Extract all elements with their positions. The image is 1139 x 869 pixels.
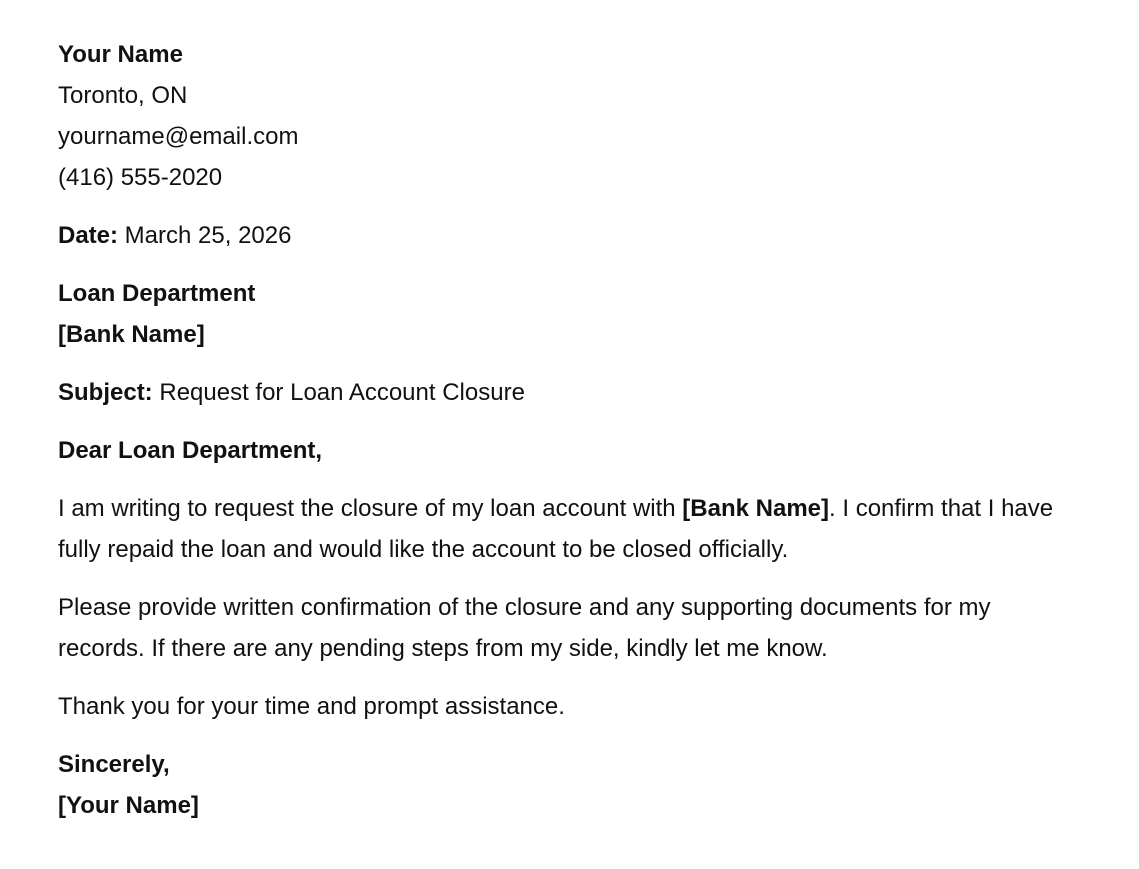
sender-name: Your Name [58, 41, 183, 68]
paragraph-1-part-1: I am writing to request the closure of my loan account with [58, 495, 683, 522]
salutation [58, 430, 1068, 471]
body-paragraph-3: Thank you for your time and prompt assistance. [58, 693, 565, 720]
spacer [58, 727, 1068, 744]
recipient-organization: [Bank Name] [58, 321, 205, 348]
recipient-address-block [58, 273, 1068, 355]
letter-body [58, 34, 1068, 826]
date-value: March 25, 2026 [118, 222, 292, 249]
sender-phone: (416) 555-2020 [58, 164, 223, 191]
spacer [58, 570, 1068, 587]
spacer [58, 198, 1068, 215]
valediction: Sincerely, [58, 751, 170, 778]
body-paragraph-1 [58, 488, 1068, 570]
sender-email: yourname@email.com [58, 123, 299, 150]
paragraph-1-emphasis: [Bank Name] [682, 495, 830, 522]
spacer [58, 355, 1068, 372]
body-paragraph-2: Please provide written confirmation of the closure and any supporting documents for my records. If there are any pending steps from my side, kindly let me know. [58, 594, 991, 662]
salutation-text: Dear Loan Department, [58, 437, 323, 464]
spacer [58, 256, 1068, 273]
date-label: Date: [58, 222, 119, 249]
subject-value: Request for Loan Account Closure [152, 379, 525, 406]
closing-block [58, 744, 1068, 826]
spacer [58, 669, 1068, 686]
spacer [58, 471, 1068, 488]
paragraph-1-part-2: . I confirm that I have fully repaid the loan and would like the account to be closed officially. [58, 495, 1054, 563]
subject-label: Subject: [58, 379, 153, 406]
subject-line [58, 372, 1068, 413]
recipient-department: Loan Department [58, 280, 256, 307]
sender-city-province: Toronto, ON [58, 82, 188, 109]
signature-name: [Your Name] [58, 792, 199, 819]
spacer [58, 413, 1068, 430]
date-line [58, 215, 1068, 256]
sender-address-block [58, 34, 1068, 198]
